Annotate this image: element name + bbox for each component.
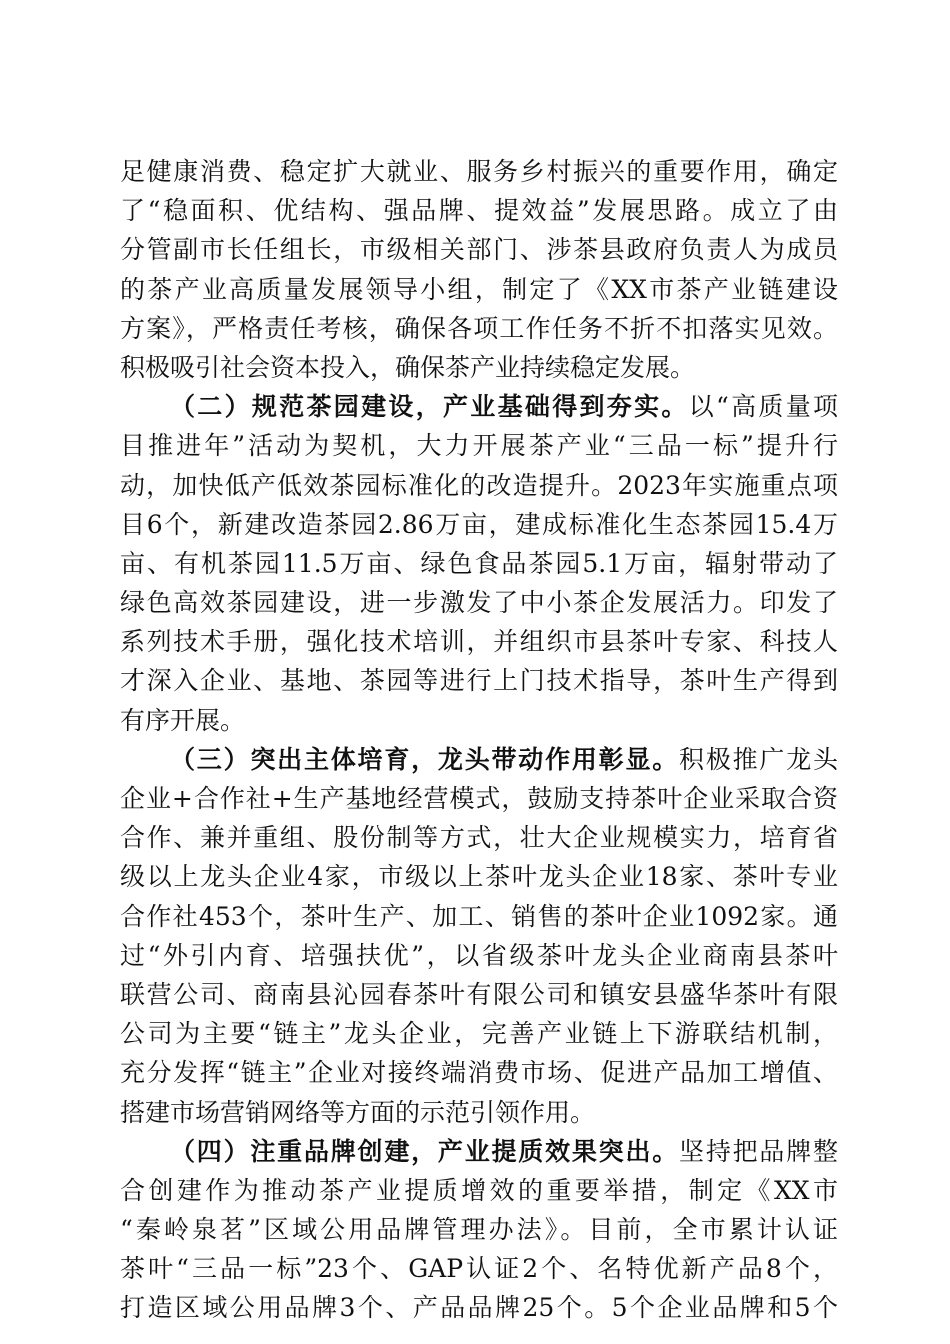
- paragraph-line: 合创建作为推动茶产业提质增效的重要举措，制定《XX市: [120, 1175, 838, 1205]
- paragraph-line: 打造区域公用品牌3个、产品品牌25个。5个企业品牌和5个: [120, 1293, 838, 1323]
- heading-line-rest: 坚持把品牌整: [679, 1136, 838, 1166]
- paragraph-line: 合作社453个，茶叶生产、加工、销售的茶叶企业1092家。通: [120, 901, 838, 931]
- section-heading: （二）规范茶园建设，产业基础得到夯实。: [170, 392, 689, 422]
- paragraph-line: 目推进年”活动为契机，大力开展茶产业“三品一标”提升行: [120, 431, 838, 461]
- paragraph-1: [120, 152, 838, 387]
- paragraph-line: 的茶产业高质量发展领导小组，制定了《XX市茶产业链建设: [120, 274, 838, 304]
- paragraph-4: [120, 1132, 838, 1328]
- paragraph-line: 公司为主要“链主”龙头企业，完善产业链上下游联结机制，: [120, 1019, 838, 1049]
- section-heading: （三）突出主体培育，龙头带动作用彰显。: [170, 744, 680, 774]
- section-heading: （四）注重品牌创建，产业提质效果突出。: [170, 1136, 680, 1166]
- paragraph-line: 级以上龙头企业4家，市级以上茶叶龙头企业18家、茶叶专业: [120, 862, 838, 892]
- paragraph-line: 才深入企业、基地、茶园等进行上门技术指导，茶叶生产得到: [120, 666, 838, 696]
- paragraph-line: 搭建市场营销网络等方面的示范引领作用。: [120, 1097, 596, 1127]
- paragraph-line: 充分发挥“链主”企业对接终端消费市场、促进产品加工增值、: [120, 1058, 838, 1088]
- paragraph-2: [120, 387, 838, 740]
- paragraph-line: 系列技术手册，强化技术培训，并组织市县茶叶专家、科技人: [120, 627, 838, 657]
- paragraph-line: 积极吸引社会资本投入，确保茶产业持续稳定发展。: [120, 352, 696, 382]
- paragraph-line: 分管副市长任组长，市级相关部门、涉茶县政府负责人为成员: [120, 235, 838, 265]
- paragraph-line: 过“外引内育、培强扶优”，以省级茶叶龙头企业商南县茶叶: [120, 940, 838, 970]
- paragraph-line: 亩、有机茶园11.5万亩、绿色食品茶园5.1万亩，辐射带动了: [120, 548, 838, 578]
- heading-line-rest: 积极推广龙头: [679, 744, 838, 774]
- paragraph-first-line: [120, 1132, 838, 1171]
- paragraph-line: 了“稳面积、优结构、强品牌、提效益”发展思路。成立了由: [120, 196, 838, 226]
- document-body: [120, 152, 838, 1328]
- heading-line-rest: 以“高质量项: [688, 392, 839, 422]
- paragraph-3: [120, 740, 838, 1132]
- paragraph-line: 有序开展。: [120, 705, 246, 735]
- paragraph-first-line: [120, 387, 838, 426]
- paragraph-line: “秦岭泉茗”区域公用品牌管理办法》。目前，全市累计认证: [120, 1215, 838, 1245]
- paragraph-line: 绿色高效茶园建设，进一步激发了中小茶企发展活力。印发了: [120, 588, 838, 618]
- paragraph-line: 联营公司、商南县沁园春茶叶有限公司和镇安县盛华茶叶有限: [120, 979, 838, 1009]
- paragraph-line: 茶叶“三品一标”23个、GAP认证2个、名特优新产品8个，: [120, 1254, 838, 1284]
- paragraph-line: 企业+合作社+生产基地经营模式，鼓励支持茶叶企业采取合资: [120, 784, 838, 813]
- paragraph-line: 方案》，严格责任考核，确保各项工作任务不折不扣落实见效。: [120, 313, 838, 343]
- paragraph-first-line: [120, 740, 838, 779]
- paragraph-line: 足健康消费、稳定扩大就业、服务乡村振兴的重要作用，确定: [120, 157, 838, 186]
- paragraph-line: 动，加快低产低效茶园标准化的改造提升。2023年实施重点项: [120, 470, 838, 500]
- paragraph-line: 目6个，新建改造茶园2.86万亩，建成标准化生态茶园15.4万: [120, 509, 838, 539]
- paragraph-line: 合作、兼并重组、股份制等方式，壮大企业规模实力，培育省: [120, 823, 838, 853]
